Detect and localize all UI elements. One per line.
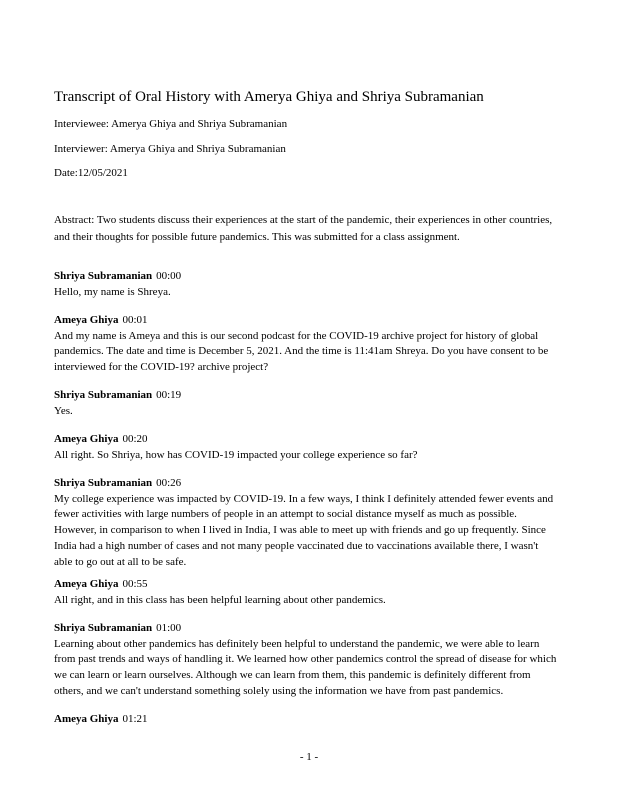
transcript-turn — [54, 577, 574, 608]
transcript-turn — [54, 621, 574, 700]
transcript-turn — [54, 269, 574, 300]
utterance-line: All right. So Shriya, how has COVID-19 impacted your college experience so far? — [54, 448, 418, 461]
utterance-line: All right, and in this class has been helpful learning about other pandemics. — [54, 593, 386, 606]
utterance-line: we can learn or learn ourselves. Although we can learn from them, this pandemic is definitely different from — [54, 669, 531, 682]
timestamp: 00:19 — [156, 389, 182, 401]
utterance-line: pandemics. The date and time is December 5, 2021. And the time is 11:41am Shreya. Do you have consent to be — [54, 345, 549, 358]
timestamp: 00:55 — [122, 578, 148, 590]
utterance-line: fewer activities with large numbers of people in an attempt to social distance myself as much as possible. — [54, 508, 517, 521]
abstract-line: and their thoughts for possible future pandemics. This was submitted for a class assignment. — [54, 231, 460, 243]
timestamp: 01:00 — [156, 622, 182, 634]
utterance-line: others, and we can't understand something solely using the information we have from past pandemics. — [54, 684, 504, 697]
utterance-line: able to go out at all to be safe. — [54, 555, 187, 568]
timestamp: 00:26 — [156, 477, 182, 489]
utterance-line: Learning about other pandemics has definitely been helpful to understand the pandemic, we were able to learn — [54, 637, 540, 650]
utterance-line: Hello, my name is Shreya. — [54, 285, 171, 298]
transcript-turn — [54, 476, 574, 570]
speaker-name: Shriya Subramanian — [54, 477, 153, 489]
transcript-turn — [54, 388, 574, 419]
utterance-line: from past trends and ways of handling it. We learned how other pandemics control the spread of disease for which — [54, 653, 557, 666]
transcript-turn — [54, 712, 574, 728]
page-number: - 1 - — [299, 751, 319, 763]
utterance-line: My college experience was impacted by COVID-19. In a few ways, I think I definitely attended fewer events and — [54, 492, 554, 505]
date-line: Date:12/05/2021 — [54, 167, 128, 179]
timestamp: 00:00 — [156, 270, 182, 282]
utterance-line: However, in comparison to when I lived in India, I was able to meet up with friends and go up frequently. Since — [54, 524, 546, 537]
speaker-name: Shriya Subramanian — [54, 389, 153, 401]
speaker-name: Shriya Subramanian — [54, 622, 153, 634]
speaker-name: Ameya Ghiya — [54, 713, 119, 725]
utterance-line: interviewed for the COVID-19? archive project? — [54, 361, 269, 374]
speaker-name: Shriya Subramanian — [54, 270, 153, 282]
speaker-name: Ameya Ghiya — [54, 433, 119, 445]
timestamp: 00:01 — [122, 314, 148, 326]
utterance-line: And my name is Ameya and this is our second podcast for the COVID-19 archive project for history of global — [54, 329, 539, 342]
utterance-line: India had a high number of cases and not many people vaccinated due to vaccinations available there, I wasn't — [54, 539, 539, 552]
transcript-turn — [54, 313, 574, 376]
transcript-turn — [54, 432, 574, 463]
abstract-line: Abstract: Two students discuss their experiences at the start of the pandemic, their experiences in other countries, — [54, 214, 553, 226]
interviewer-line: Interviewer: Amerya Ghiya and Shriya Subramanian — [54, 143, 286, 155]
timestamp: 01:21 — [122, 713, 148, 725]
document-title: Transcript of Oral History with Amerya Ghiya and Shriya Subramanian — [54, 89, 484, 105]
speaker-name: Ameya Ghiya — [54, 578, 119, 590]
abstract — [54, 212, 574, 246]
interviewee-line: Interviewee: Amerya Ghiya and Shriya Subramanian — [54, 118, 288, 130]
utterance-line: Yes. — [54, 404, 73, 417]
timestamp: 00:20 — [122, 433, 148, 445]
speaker-name: Ameya Ghiya — [54, 314, 119, 326]
